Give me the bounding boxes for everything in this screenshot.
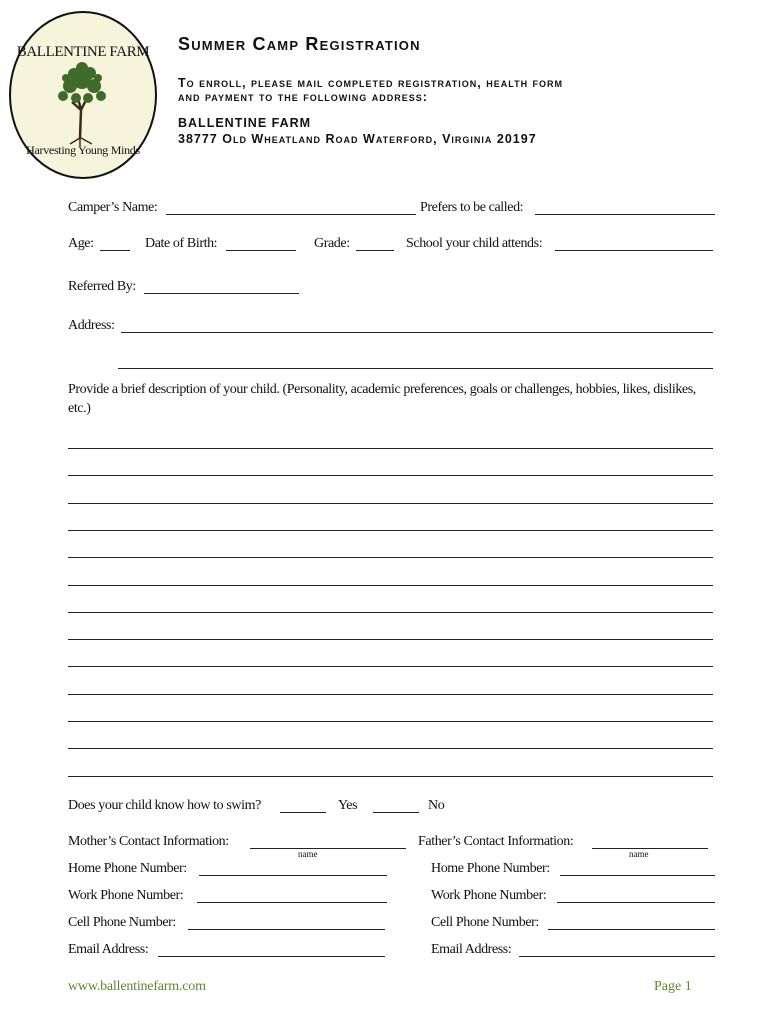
description-line[interactable] xyxy=(68,666,713,667)
mailing-name: BALLENTINE FARM xyxy=(178,116,312,130)
website-link[interactable]: www.ballentinefarm.com xyxy=(68,979,206,994)
swim-question: Does your child know how to swim? xyxy=(68,798,261,813)
mother-email-field[interactable] xyxy=(158,956,385,957)
age-label: Age: xyxy=(68,236,94,251)
father-email-field[interactable] xyxy=(519,956,715,957)
father-email-label: Email Address: xyxy=(431,942,512,957)
enroll-instructions-line-2: and payment to the following address: xyxy=(178,90,428,104)
description-line[interactable] xyxy=(68,721,713,722)
father-home-phone-label: Home Phone Number: xyxy=(431,861,550,876)
father-contact-label: Father’s Contact Information: xyxy=(418,834,574,849)
swim-no-field[interactable] xyxy=(373,812,419,813)
father-name-field[interactable] xyxy=(592,848,708,849)
description-line[interactable] xyxy=(68,748,713,749)
description-line[interactable] xyxy=(68,557,713,558)
prefers-label: Prefers to be called: xyxy=(420,200,524,215)
dob-label: Date of Birth: xyxy=(145,236,218,251)
description-line[interactable] xyxy=(68,503,713,504)
school-field[interactable] xyxy=(555,250,713,251)
description-line[interactable] xyxy=(68,639,713,640)
age-field[interactable] xyxy=(100,250,130,251)
father-cell-phone-label: Cell Phone Number: xyxy=(431,915,539,930)
mother-home-phone-field[interactable] xyxy=(199,875,387,876)
referred-field[interactable] xyxy=(144,293,299,294)
father-name-caption: name xyxy=(629,849,649,859)
mother-home-phone-label: Home Phone Number: xyxy=(68,861,187,876)
father-work-phone-label: Work Phone Number: xyxy=(431,888,547,903)
address-field-line-2[interactable] xyxy=(118,368,713,369)
referred-label: Referred By: xyxy=(68,279,136,294)
mother-name-field[interactable] xyxy=(250,848,406,849)
description-line[interactable] xyxy=(68,448,713,449)
description-line[interactable] xyxy=(68,776,713,777)
logo-top-text: BALLENTINE FARM xyxy=(16,44,150,60)
description-line[interactable] xyxy=(68,530,713,531)
description-line[interactable] xyxy=(68,612,713,613)
page-title: Summer Camp Registration xyxy=(178,34,421,54)
campers-name-field[interactable] xyxy=(166,214,416,215)
mailing-address: 38777 Old Wheatland Road Waterford, Virginia 20197 xyxy=(178,132,537,146)
father-work-phone-field[interactable] xyxy=(557,902,715,903)
logo-tagline: Harvesting Young Minds xyxy=(26,143,140,157)
swim-yes-field[interactable] xyxy=(280,812,326,813)
mother-name-caption: name xyxy=(298,849,318,859)
swim-yes-label: Yes xyxy=(338,798,358,813)
address-field-line-1[interactable] xyxy=(121,332,713,333)
school-label: School your child attends: xyxy=(406,236,543,251)
mother-work-phone-label: Work Phone Number: xyxy=(68,888,184,903)
father-cell-phone-field[interactable] xyxy=(548,929,715,930)
prefers-field[interactable] xyxy=(535,214,715,215)
description-prompt: Provide a brief description of your child. (Personality, academic preferences, goals or challenges, hobbies, likes, dislikes, etc.) xyxy=(68,382,696,416)
grade-field[interactable] xyxy=(356,250,394,251)
page-number: Page 1 xyxy=(654,979,692,994)
mother-cell-phone-field[interactable] xyxy=(188,929,385,930)
mother-work-phone-field[interactable] xyxy=(197,902,387,903)
mother-email-label: Email Address: xyxy=(68,942,149,957)
grade-label: Grade: xyxy=(314,236,350,251)
description-line[interactable] xyxy=(68,694,713,695)
dob-field[interactable] xyxy=(226,250,296,251)
description-line[interactable] xyxy=(68,585,713,586)
mother-cell-phone-label: Cell Phone Number: xyxy=(68,915,176,930)
campers-name-label: Camper’s Name: xyxy=(68,200,158,215)
mother-contact-label: Mother’s Contact Information: xyxy=(68,834,229,849)
enroll-instructions-line-1: To enroll, please mail completed registration, health form xyxy=(178,76,564,90)
address-label: Address: xyxy=(68,318,115,333)
swim-no-label: No xyxy=(428,798,445,813)
description-line[interactable] xyxy=(68,475,713,476)
father-home-phone-field[interactable] xyxy=(560,875,715,876)
ballentine-farm-logo xyxy=(8,10,158,180)
